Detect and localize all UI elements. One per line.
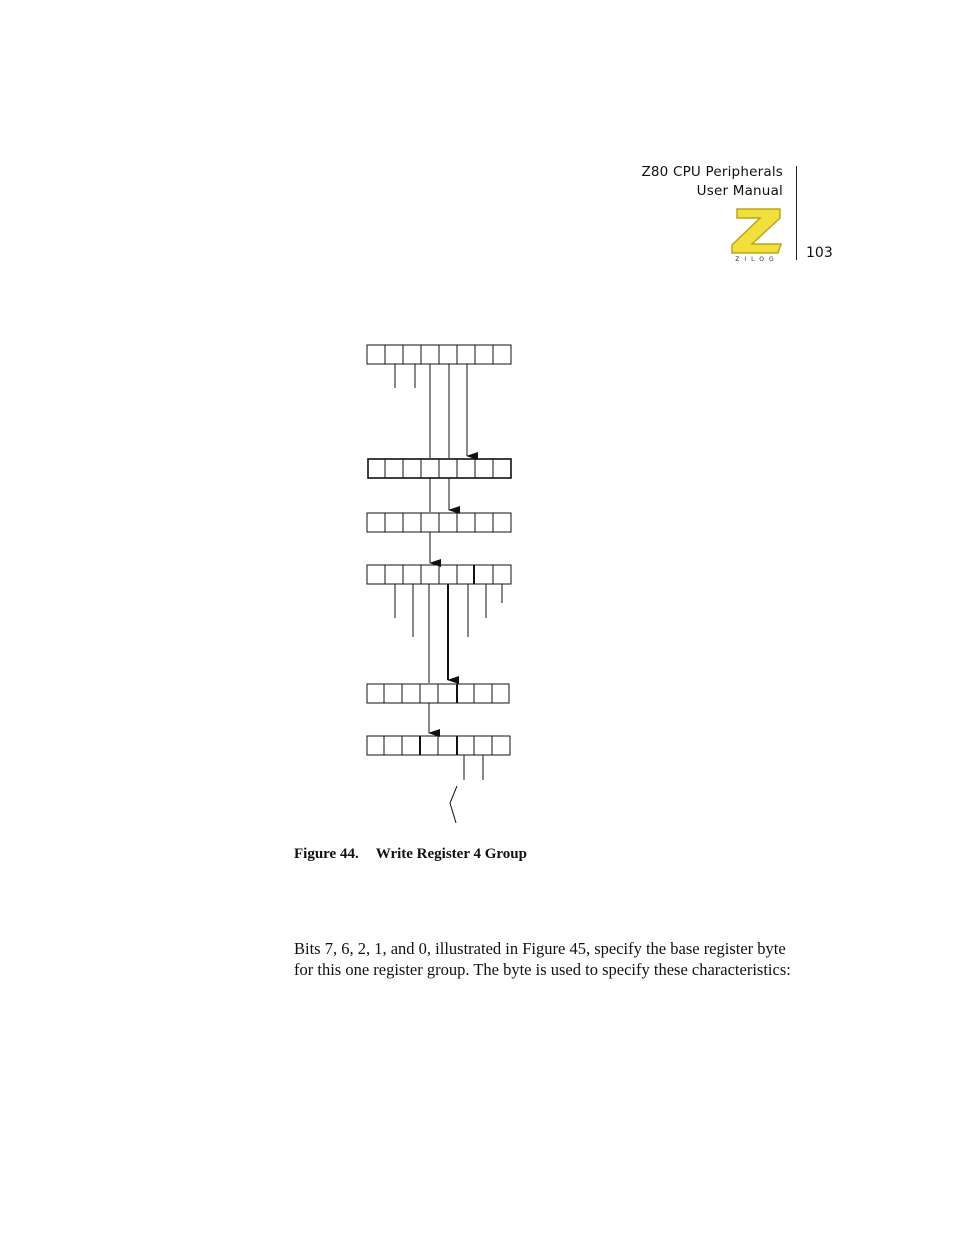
running-header xyxy=(600,163,783,201)
zilog-logo xyxy=(728,205,786,263)
svg-text:ZILOG: ZILOG xyxy=(735,256,779,263)
header-divider xyxy=(796,166,797,260)
figure-caption xyxy=(294,846,527,863)
register-row-4 xyxy=(367,565,511,584)
body-paragraph xyxy=(294,938,814,980)
register-row-5 xyxy=(367,684,509,703)
page-number: 103 xyxy=(806,245,833,261)
register-row-6 xyxy=(367,736,510,755)
register-diagram-svg xyxy=(350,335,530,835)
register-row-1 xyxy=(367,345,511,364)
body-line-2: for this one register group. The byte is used to specify these characteristics: xyxy=(294,960,791,979)
body-line-1: Bits 7, 6, 2, 1, and 0, illustrated in Figure 45, specify the base register byte xyxy=(294,939,786,958)
register-row-3 xyxy=(367,513,511,532)
register-row-2 xyxy=(368,459,511,478)
figure-caption-title: Write Register 4 Group xyxy=(375,846,527,862)
header-title-line1: Z80 CPU Peripherals xyxy=(641,164,783,180)
figure-caption-number: Figure 44. xyxy=(294,846,359,862)
header-title-line2: User Manual xyxy=(696,183,783,199)
register-diagram xyxy=(350,335,530,835)
